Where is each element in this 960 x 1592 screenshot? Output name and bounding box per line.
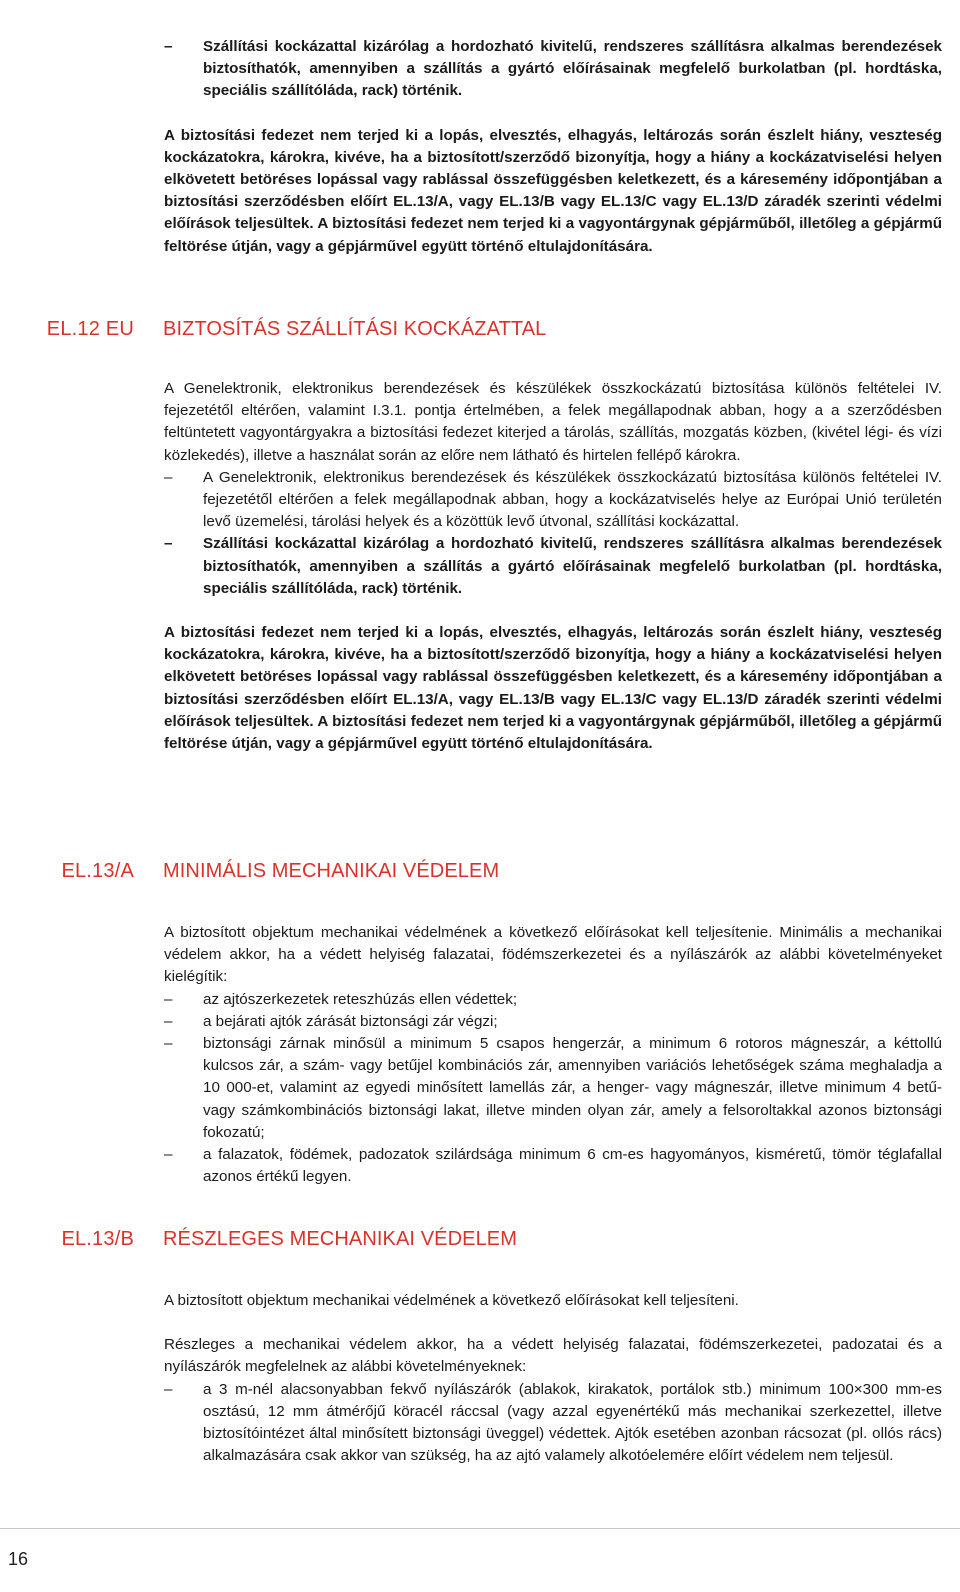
section-intro-2: Részleges a mechanikai védelem akkor, ha a védett helyiség falazatai, födémszerkezetei, padozatai és a nyílászárók megfelelnek az alábbi követelményeknek: <box>164 1336 942 1376</box>
bullet-text: az ajtószerkezetek reteszhúzás ellen védettek; <box>203 990 518 1008</box>
section-body <box>164 378 942 755</box>
exclusion-paragraph: A biztosítási fedezet nem terjed ki a lopás, elvesztés, elhagyás, leltározás során észlelt hiány, veszteség kockázatokra, károkra, kivéve, ha a biztosított/szerződő bizonyítja, hogy a hiány a kockázatviselési helyen elkövetett betöréses lopással vagy rablással összefüggésben keletkezett, és a káresemény időpontjában a biztosítási szerződésben előírt EL.13/A, vagy EL.13/B vagy EL.13/C vagy EL.13/D záradék szerinti védelmi előírások teljesültek. A biztosítási fedezet nem terjed ki a vagyontárgynak gépjárműből, illetőleg a gépjármű feltörése útján, vagy a gépjárművel együtt történő eltulajdonítására. <box>164 624 942 753</box>
bullet-text: a 3 m-nél alacsonyabban fekvő nyílászárók (ablakok, kirakatok, portálok stb.) minimum 100×300 mm-es osztású, 12 mm átmérőjű köracél ráccsal (vagy azzal egyenértékű más mechanikai szerkezettel, illetve biztosítóintézet által minősített biztonsági üveggel) védettek. Ajtók esetében azonban rácsozat (pl. ollós rács) alkalmazására csak akkor van szükség, ha az ajtó valamely alkotóelemére előírt védelem nem teljesül. <box>203 1380 942 1465</box>
section-body <box>164 922 942 1188</box>
section-title: RÉSZLEGES MECHANIKAI VÉDELEM <box>163 1228 518 1250</box>
bullet-text: Szállítási kockázattal kizárólag a hordozható kivitelű, rendszeres szállításra alkalmas berendezések biztosíthatók, amennyiben a szállítás a gyártó előírásainak megfelelő burkolatban (pl. hordtáska, speciális szállítóláda, rack) történik. <box>203 38 942 100</box>
section-body <box>164 1290 942 1467</box>
bullet-text: a bejárati ajtók zárását biztonsági zár végzi; <box>203 1012 498 1030</box>
top-continuation-block <box>164 36 942 258</box>
list-item <box>164 1144 942 1188</box>
section-bullet-list <box>164 1379 942 1468</box>
bullet-text: Szállítási kockázattal kizárólag a hordozható kivitelű, rendszeres szállításra alkalmas berendezések biztosíthatók, amennyiben a szállítás a gyártó előírásainak megfelelő burkolatban (pl. hordtáska, speciális szállítóláda, rack) történik. <box>203 535 942 597</box>
bullet-text: biztonsági zárnak minősül a minimum 5 csapos hengerzár, a minimum 6 rotoros mágneszár, a kéttollú kulcsos zár, a szám- vagy betűjel kombinációs zár, amennyiben variációs lehetőségek száma meghaladja a 10 000-et, valamint az egyedi minősített lamellás zár, a henger- vagy mágneszár, illetve minimum 4 betű- vagy számkombinációs biztonsági lakat, illetve minden olyan zár, amely a felsoroltakkal azonos biztonsági fokozatú; <box>203 1035 942 1141</box>
dash-bullet: – <box>164 1012 173 1030</box>
section-title: BIZTOSÍTÁS SZÁLLÍTÁSI KOCKÁZATTAL <box>163 318 547 340</box>
dash-bullet: – <box>164 38 173 55</box>
list-item <box>164 1379 942 1468</box>
dash-bullet: – <box>164 1146 173 1164</box>
dash-bullet: – <box>164 1035 173 1053</box>
dash-bullet: – <box>164 535 173 553</box>
section-code: EL.13/A <box>61 860 134 882</box>
section-code: EL.13/B <box>61 1228 134 1250</box>
page-number: 16 <box>8 1549 29 1569</box>
list-item <box>164 989 942 1011</box>
footer-divider <box>0 1528 960 1529</box>
list-item <box>164 1011 942 1033</box>
section-bullet-list <box>164 467 942 600</box>
list-item <box>164 533 942 600</box>
bullet-text: a falazatok, födémek, padozatok szilárdsága minimum 6 cm-es hagyományos, kisméretű, tömör téglafallal azonos értékű legyen. <box>203 1146 942 1186</box>
exclusion-paragraph: A biztosítási fedezet nem terjed ki a lopás, elvesztés, elhagyás, leltározás során észlelt hiány, veszteség kockázatokra, károkra, kivéve, ha a biztosított/szerződő bizonyítja, hogy a hiány a kockázatviselési helyen elkövetett betöréses lopással vagy rablással összefüggésben keletkezett, és a káresemény időpontjában a biztosítási szerződésben előírt EL.13/A, vagy EL.13/B vagy EL.13/C vagy EL.13/D záradék szerinti védelmi előírások teljesültek. A biztosítási fedezet nem terjed ki a vagyontárgynak gépjárműből, illetőleg a gépjármű feltörése útján, vagy a gépjárművel együtt történő eltulajdonítására. <box>164 126 942 255</box>
section-bullet-list <box>164 989 942 1189</box>
dash-bullet: – <box>164 990 173 1008</box>
list-item <box>164 467 942 534</box>
section-code: EL.12 EU <box>46 318 134 340</box>
section-title: MINIMÁLIS MECHANIKAI VÉDELEM <box>163 860 500 882</box>
list-item <box>164 1033 942 1144</box>
dash-bullet: – <box>164 468 173 486</box>
dash-bullet: – <box>164 1380 173 1398</box>
bullet-text: A Genelektronik, elektronikus berendezések és készülékek összkockázatú biztosítása különös feltételei IV. fejezetétől eltérően a felek megállapodnak abban, hogy a kockázatviselés helye az Európai Unió területén levő üzemelési, tárolási helyek és a közöttük levő útvonal, szállítási kockázattal. <box>203 468 942 531</box>
top-bullet-list <box>164 36 942 103</box>
section-intro: A Genelektronik, elektronikus berendezések és készülékek összkockázatú biztosítása különös feltételei IV. fejezetétől eltérően, valamint I.3.1. pontja értelmében, a felek megállapodnak abban, hogy a a szerződésben feltüntetett vagyontárgyakra a biztosítási fedezet kiterjed a tárolás, szállítás, mozgatás közben, (kivétel légi- és vízi közlekedés), illetve a használat során az előre nem látható és hirtelen fellépő károkra. <box>164 380 942 464</box>
section-intro: A biztosított objektum mechanikai védelmének a következő előírásokat kell teljesíteni. <box>164 1292 739 1309</box>
list-item <box>164 36 942 103</box>
section-intro: A biztosított objektum mechanikai védelmének a következő előírásokat kell teljesítenie. Minimális a mechanikai védelem akkor, ha a védett helyiség falazatai, födémszerkezetei és a nyílászárók az alábbi követelményeket kielégítik: <box>164 924 942 986</box>
